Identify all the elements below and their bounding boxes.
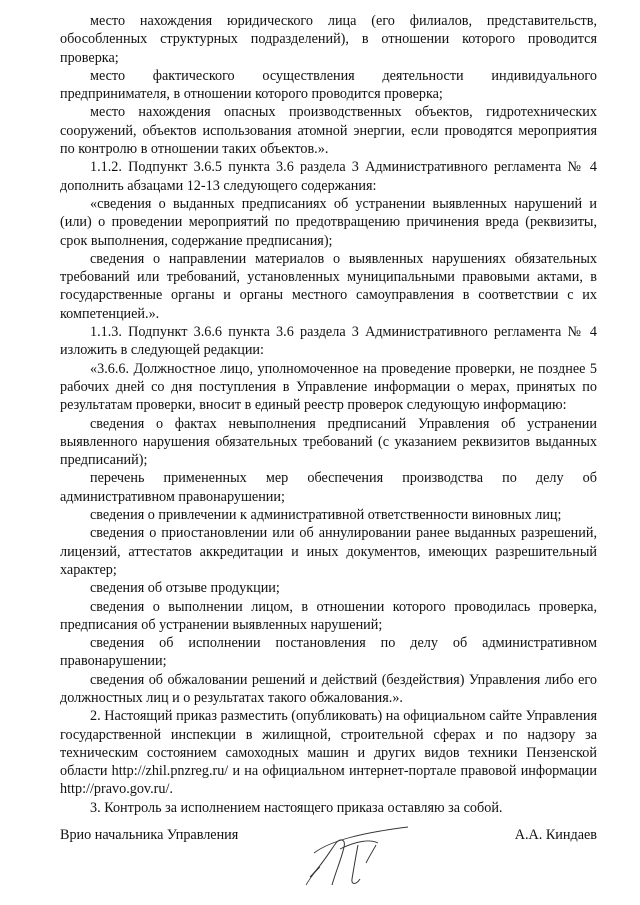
paragraph: сведения об отзыве продукции; bbox=[90, 580, 280, 597]
document-body bbox=[60, 12, 597, 817]
handwritten-signature bbox=[300, 805, 420, 895]
paragraph: сведения об исполнении постановления по делу об административном правонарушении; bbox=[60, 635, 597, 670]
paragraph: место фактического осуществления деятельности индивидуального предпринимателя, в отношении которого проводится проверка; bbox=[60, 67, 597, 103]
paragraph: сведения о направлении материалов о выявленных нарушениях обязательных требований или требований, установленных муниципальными правовыми актами, в государственные органы и органы местного самоуправления в соответствии с их компетенцией.». bbox=[60, 250, 597, 322]
paragraph: «3.6.6. Должностное лицо, уполномоченное на проведение проверки, не позднее 5 рабочих дней со дня поступления в Управление информации о мерах, принятых по результатам проверки, вносит в единый реестр проверок следующую информацию: bbox=[60, 360, 597, 414]
paragraph: место нахождения опасных производственных объектов, гидротехнических сооружений, объектов использования атомной энергии, если проводятся мероприятия по контролю в отношении таких объектов.». bbox=[60, 104, 597, 158]
paragraph: сведения об обжаловании решений и действий (бездействия) Управления либо его должностных лиц и о результатах такого обжалования.». bbox=[60, 671, 597, 706]
paragraph: сведения о выполнении лицом, в отношении которого проводилась проверка, предписания об устранении выявленных нарушений; bbox=[60, 598, 597, 633]
paragraph: 1.1.3. Подпункт 3.6.6 пункта 3.6 раздела 3 Административного регламента № 4 изложить в следующей редакции: bbox=[60, 324, 597, 359]
signatory-position: Врио начальника Управления bbox=[60, 827, 239, 843]
paragraph: 1.1.2. Подпункт 3.6.5 пункта 3.6 раздела 3 Административного регламента № 4 дополнить абзацами 12-13 следующего содержания: bbox=[60, 159, 597, 194]
signatory-name: А.А. Киндаев bbox=[514, 827, 597, 843]
paragraph: «сведения о выданных предписаниях об устранении выявленных нарушений и (или) о проведении мероприятий по предотвращению причинения вреда (реквизиты, срок выполнения, содержание предписания); bbox=[60, 195, 597, 249]
paragraph: сведения о привлечении к административной ответственности виновных лиц; bbox=[90, 507, 562, 524]
paragraph: 3. Контроль за исполнением настоящего приказа оставляю за собой. bbox=[90, 799, 503, 816]
paragraph: 2. Настоящий приказ разместить (опубликовать) на официальном сайте Управления государственной инспекции в жилищной, строительной сферах и по надзору за техническим состоянием самоходных машин и других видов техники Пензенской области http://zhil.pnzreg.ru/ и на официальном интернет-портале правовой информации http://pravo.gov.ru/. bbox=[60, 708, 597, 798]
paragraph: перечень примененных мер обеспечения производства по делу об административном правонарушении; bbox=[60, 470, 597, 505]
paragraph: сведения о приостановлении или об аннулировании ранее выданных разрешений, лицензий, аттестатов аккредитации и иных документов, имеющих разрешительный характер; bbox=[60, 525, 597, 578]
paragraph: сведения о фактах невыполнения предписаний Управления об устранении выявленного нарушения обязательных требований (с указанием реквизитов выданных предписаний); bbox=[60, 415, 597, 469]
paragraph: место нахождения юридического лица (его филиалов, представительств, обособленных структурных подразделений), в отношении которого проводится проверка; bbox=[60, 13, 597, 66]
